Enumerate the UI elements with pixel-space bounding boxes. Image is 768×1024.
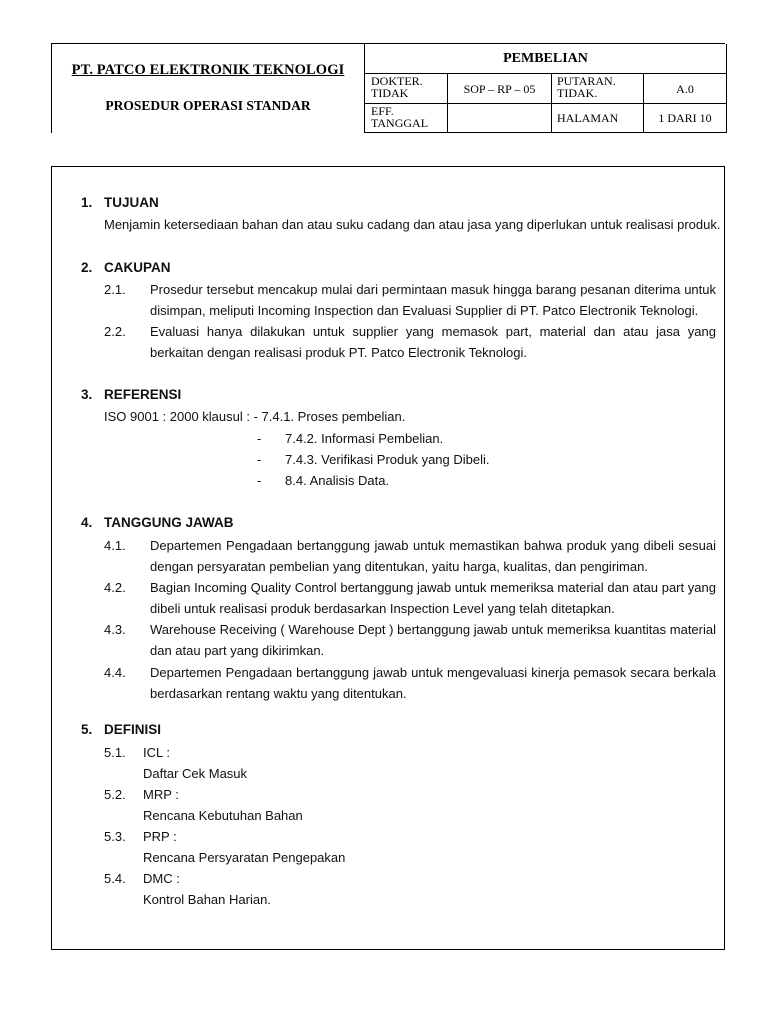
- definition-number: 5.1.: [104, 745, 126, 760]
- section-title-definisi: DEFINISI: [104, 722, 162, 737]
- reference-item: 7.4.2. Informasi Pembelian.: [285, 431, 444, 446]
- definition-term: ICL :: [143, 745, 170, 760]
- section-number: 2.: [81, 260, 93, 275]
- document-type: PROSEDUR OPERASI STANDAR: [105, 98, 311, 113]
- doc-no-label: DOKTER. TIDAK: [371, 74, 423, 100]
- item-number: 2.2.: [104, 324, 126, 339]
- item-text: Departemen Pengadaan bertanggung jawab untuk memastikan bahwa produk yang dibeli sesuai: [150, 538, 716, 553]
- item-text: dibeli untuk realisasi produk berdasarkan Inspection Level yang telah ditetapkan.: [150, 601, 615, 616]
- reference-dash: -: [257, 452, 262, 467]
- document-title: PEMBELIAN: [365, 44, 726, 74]
- item-text: Warehouse Receiving ( Warehouse Dept ) bertanggung jawab untuk memeriksa kuantitas material: [150, 622, 716, 637]
- definition-term: DMC :: [143, 871, 180, 886]
- header-col-divider: [551, 73, 552, 132]
- definition-number: 5.2.: [104, 787, 126, 802]
- item-text: disimpan, meliputi Incoming Inspection dan Evaluasi Supplier di PT. Patco Electronik Teknologi.: [150, 303, 699, 318]
- definition-desc: Rencana Kebutuhan Bahan: [143, 808, 303, 823]
- definition-desc: Rencana Persyaratan Pengepakan: [143, 850, 346, 865]
- document-body: [51, 166, 725, 950]
- item-text: berdasarkan rentang waktu yang ditentukan.: [150, 686, 407, 701]
- doc-no-value: SOP – RP – 05: [463, 82, 536, 96]
- reference-item: 7.4.3. Verifikasi Produk yang Dibeli.: [285, 452, 490, 467]
- item-text: berkaitan dengan realisasi produk PT. Patco Electronik Teknologi.: [150, 345, 527, 360]
- item-text: Bagian Incoming Quality Control bertanggung jawab untuk memeriksa material dan atau part yang: [150, 580, 716, 595]
- page-value: 1 DARI 10: [658, 111, 712, 125]
- item-text: dengan persyaratan pembelian yang ditentukan, yaitu harga, kualitas, dan pengiriman.: [150, 559, 648, 574]
- header-left: [52, 44, 364, 133]
- header-right: [364, 44, 727, 133]
- section-title-referensi: REFERENSI: [104, 387, 182, 402]
- item-number: 4.4.: [104, 665, 126, 680]
- item-number: 2.1.: [104, 282, 126, 297]
- reference-dash: -: [257, 473, 262, 488]
- header-col-divider: [447, 73, 448, 132]
- revision-value: A.0: [676, 82, 694, 96]
- document-header: [51, 43, 725, 133]
- definition-term: PRP :: [143, 829, 177, 844]
- item-number: 4.3.: [104, 622, 126, 637]
- header-row-divider: [365, 103, 726, 104]
- section-title-tanggung-jawab: TANGGUNG JAWAB: [104, 515, 234, 530]
- section-title-cakupan: CAKUPAN: [104, 260, 171, 275]
- definition-number: 5.4.: [104, 871, 126, 886]
- section-number: 1.: [81, 195, 93, 210]
- section-number: 4.: [81, 515, 93, 530]
- revision-label: PUTARAN. TIDAK.: [557, 74, 616, 100]
- item-text: dan atau part yang dikirimkan.: [150, 643, 325, 658]
- definition-desc: Kontrol Bahan Harian.: [143, 892, 271, 907]
- reference-dash: -: [257, 431, 262, 446]
- definition-number: 5.3.: [104, 829, 126, 844]
- item-text: Prosedur tersebut mencakup mulai dari permintaan masuk hingga barang pesanan diterima untuk: [150, 282, 716, 297]
- effective-date-label: EFF. TANGGAL: [371, 104, 429, 130]
- section-title-tujuan: TUJUAN: [104, 195, 159, 210]
- page-label: HALAMAN: [557, 111, 619, 125]
- definition-desc: Daftar Cek Masuk: [143, 766, 248, 781]
- definition-term: MRP :: [143, 787, 179, 802]
- reference-item: 8.4. Analisis Data.: [285, 473, 390, 488]
- reference-intro: ISO 9001 : 2000 klausul : - 7.4.1. Proses pembelian.: [104, 409, 406, 424]
- section-number: 3.: [81, 387, 93, 402]
- item-text: Departemen Pengadaan bertanggung jawab untuk mengevaluasi kinerja pemasok secara berkala: [150, 665, 716, 680]
- item-number: 4.2.: [104, 580, 126, 595]
- item-text: Evaluasi hanya dilakukan untuk supplier yang memasok part, material dan atau jasa yang: [150, 324, 716, 339]
- company-name: PT. PATCO ELEKTRONIK TEKNOLOGI: [71, 62, 345, 78]
- section-text: Menjamin ketersediaan bahan dan atau suku cadang dan atau jasa yang diperlukan untuk realisasi produk.: [104, 217, 721, 232]
- section-number: 5.: [81, 722, 93, 737]
- item-number: 4.1.: [104, 538, 126, 553]
